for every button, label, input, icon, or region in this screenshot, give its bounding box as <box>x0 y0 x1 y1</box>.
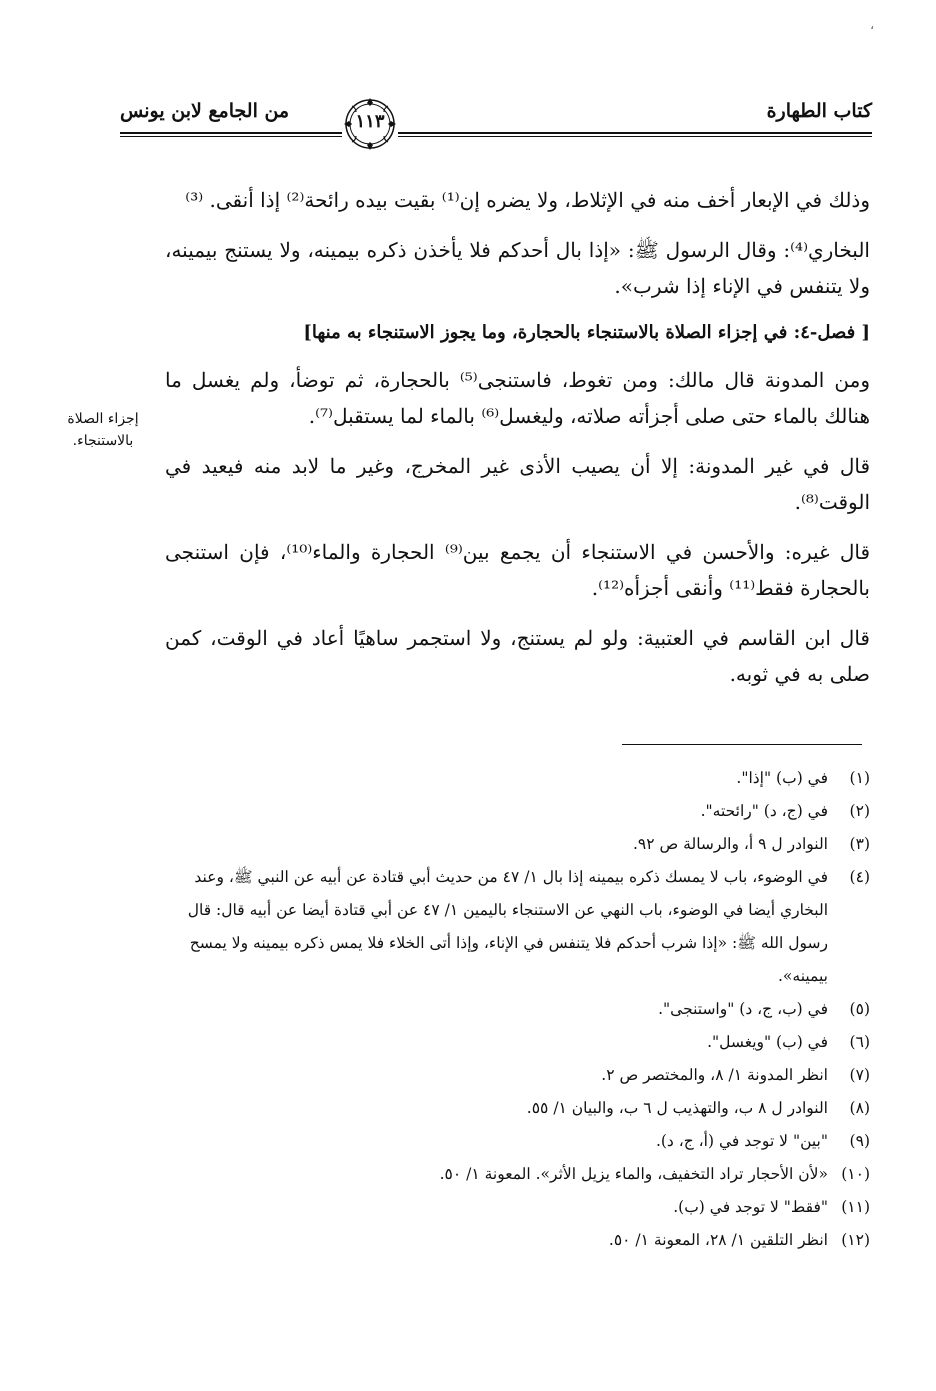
footnote-text: «لأن الأحجار تراد التخفيف، والماء يزيل الأثر». المعونة ١/ ٥٠. <box>439 1165 828 1183</box>
paragraph: قال غيره: والأحسن في الاستنجاء أن يجمع بين⁽⁹⁾ الحجارة والماء⁽¹⁰⁾، فإن استنجى بالحجارة فقط⁽¹¹⁾ وأنقى أجزأه⁽¹²⁾. <box>165 540 871 600</box>
footnote-text: "بين" لا توجد في (أ، ج، د). <box>655 1132 828 1150</box>
footnote <box>165 795 870 828</box>
footnote <box>165 993 870 1026</box>
footnote <box>165 828 870 861</box>
paragraph: وذلك في الإبعار أخف منه في الإثلاط، ولا يضره إن⁽¹⁾ بقيت بيده رائحة⁽²⁾ إذا أنقى. ⁽³⁾ <box>185 188 870 212</box>
footnote <box>165 1092 870 1125</box>
footnote-number: (٥) <box>849 1000 870 1018</box>
footnote <box>165 1125 870 1158</box>
footnote-number: (٩) <box>849 1132 870 1150</box>
footnote-number: (٨) <box>849 1099 870 1117</box>
footnote-number: (٦) <box>849 1033 870 1051</box>
footnote-text: "فقط" لا توجد في (ب). <box>673 1198 828 1216</box>
footnote-text: انظر المدونة ١/ ٨، والمختصر ص ٢. <box>601 1066 828 1084</box>
footnote <box>165 1224 870 1257</box>
footnote-text: في (ج، د) "رائحته". <box>700 802 828 820</box>
footnote-text: انظر التلقين ١/ ٢٨، المعونة ١/ ٥٠. <box>608 1231 828 1249</box>
paragraph: ومن المدونة قال مالك: ومن تغوط، فاستنجى⁽⁵⁾ بالحجارة، ثم توضأ، ولم يغسل ما هنالك بالماء حتى صلى أجزأته صلاته، وليغسل⁽⁶⁾ بالماء لما يستقبل⁽⁷⁾. <box>165 368 870 428</box>
footnote <box>165 1191 870 1224</box>
page-header <box>120 96 872 166</box>
footnote-number: (١٠) <box>841 1165 870 1183</box>
footnote-text: في (ب) "إذا". <box>736 769 828 787</box>
footnote-text: في (ب، ج، د) "واستنجى". <box>658 1000 828 1018</box>
footnote-text: في الوضوء، باب لا يمسك ذكره بيمينه إذا بال ١/ ٤٧ من حديث أبي قتادة عن أبيه عن النبي ﷺ، وعند البخاري أيضا في الوضوء، باب النهي عن الاستنجاء باليمين ١/ ٤٧ عن أبي قتادة أيضا عن أبيه قال: قال رسول الله ﷺ: «إذا شرب أحدكم فلا يتنفس في الإناء، وإذا أتى الخلاء فلا يمس ذكره بيمينه ولا يمسح بيمينه». <box>187 868 828 985</box>
corner-mark: ، <box>870 18 874 32</box>
paragraph: قال ابن القاسم في العتبية: ولو لم يستنج، ولا استجمر ساهيًا أعاد في الوقت، كمن صلى به في ثوبه. <box>165 626 870 686</box>
footnote-number: (٣) <box>849 835 870 853</box>
footnotes-list <box>165 762 870 1257</box>
footnote-text: في (ب) "ويغسل". <box>707 1033 828 1051</box>
footnote-text: النوادر ل ٩ أ، والرسالة ص ٩٢. <box>632 835 828 853</box>
footnote-separator <box>622 744 862 745</box>
footnote-number: (١١) <box>841 1198 870 1216</box>
section-heading: [ فصل-٤: في إجزاء الصلاة بالاستنجاء بالحجارة، وما يجوز الاستنجاء به منها] <box>303 322 870 343</box>
footnote-number: (٧) <box>849 1066 870 1084</box>
page-number: ١١٣ <box>355 111 385 132</box>
footnote-text: النوادر ل ٨ ب، والتهذيب ل ٦ ب، والبيان ١/ ٥٥. <box>526 1099 828 1117</box>
footnote <box>165 861 870 993</box>
page-number-ornament <box>342 96 398 152</box>
footnote <box>165 1026 870 1059</box>
header-rule <box>120 132 872 134</box>
footnote-number: (٤) <box>849 868 870 886</box>
footnote <box>165 1158 870 1191</box>
paragraph: البخاري⁽⁴⁾: وقال الرسول ﷺ: «إذا بال أحدكم فلا يأخذن ذكره بيمينه، ولا يستنج بيمينه، ولا يتنفس في الإناء إذا شرب». <box>165 238 870 298</box>
running-head-work-title: من الجامع لابن يونس <box>120 100 290 122</box>
footnote <box>165 1059 870 1092</box>
paragraph: قال في غير المدونة: إلا أن يصيب الأذى غير المخرج، وغير ما لابد منه فيعيد في الوقت⁽⁸⁾. <box>165 454 870 514</box>
margin-note: إجزاء الصلاة بالاستنجاء. <box>67 411 139 449</box>
header-rule-thin <box>120 136 872 137</box>
footnote-number: (٢) <box>849 802 870 820</box>
footnote-number: (١) <box>849 769 870 787</box>
footnote-number: (١٢) <box>841 1231 870 1249</box>
running-head-book-title: كتاب الطهارة <box>766 100 872 122</box>
footnote <box>165 762 870 795</box>
main-text <box>165 182 870 706</box>
